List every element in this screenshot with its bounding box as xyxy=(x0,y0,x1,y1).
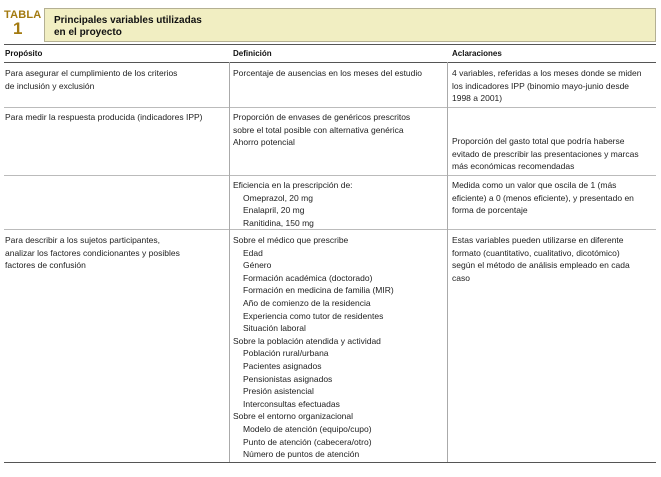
definition-subitem: Situación laboral xyxy=(243,323,306,334)
definition-item: Sobre la población atendida y actividad xyxy=(233,335,381,346)
row-divider-2 xyxy=(4,175,656,176)
definition-subitem: Interconsultas efectuadas xyxy=(243,398,340,409)
cell-line: formato (cuantitativo, cualitativo, dicotómico) xyxy=(452,247,620,258)
definition-subitem: Presión asistencial xyxy=(243,386,314,397)
definition-subitem: Experiencia como tutor de residentes xyxy=(243,310,384,321)
definition-subitem: Número de puntos de atención xyxy=(243,449,360,460)
definition-subitem: Modelo de atención (equipo/cupo) xyxy=(243,423,372,434)
table-title xyxy=(54,15,202,39)
definition-subitem: Pensionistas asignados xyxy=(243,373,333,384)
table-title-line-2: en el proyecto xyxy=(54,27,122,38)
column-divider-2 xyxy=(447,62,448,462)
definition-subitem: Género xyxy=(243,260,272,271)
cell-line: Medida como un valor que oscila de 1 (más xyxy=(452,180,617,190)
definition-subitem: Formación en medicina de familia (MIR) xyxy=(243,285,394,296)
definition-item: Sobre el médico que prescribe xyxy=(233,235,349,245)
cell-line: los indicadores IPP (binomio mayo-junio desde xyxy=(452,80,630,91)
cell-line: Estas variables pueden utilizarse en diferente xyxy=(452,235,624,245)
column-header-notes: Aclaraciones xyxy=(452,49,502,58)
definition-subitem: Año de comienzo de la residencia xyxy=(243,297,371,308)
cell-line: 4 variables, referidas a los meses donde se miden xyxy=(452,68,642,78)
header-rule xyxy=(4,62,656,63)
bottom-rule xyxy=(4,462,656,463)
column-divider-1 xyxy=(229,62,230,462)
notes-cell xyxy=(452,234,630,284)
cell-line: Proporción del gasto total que podría haberse xyxy=(452,136,625,146)
cell-line: según el método de análisis empleado en cada xyxy=(452,260,630,271)
definition-subitem: Enalapril, 20 mg xyxy=(243,205,305,216)
definition-item: Ahorro potencial xyxy=(233,137,295,148)
definition-cell xyxy=(233,234,394,461)
cell-line: eficiente) a 0 (menos eficiente), y presentado en xyxy=(452,192,634,203)
definition-subitem: Formación académica (doctorado) xyxy=(243,272,373,283)
notes-cell xyxy=(452,135,639,173)
purpose-cell xyxy=(5,234,180,272)
definition-cell xyxy=(233,67,422,80)
cell-line: Para medir la respuesta producida (indicadores IPP) xyxy=(5,112,203,122)
cell-line: forma de porcentaje xyxy=(452,205,528,216)
definition-subitem: Ranitidina, 150 mg xyxy=(243,217,314,228)
row-divider-1 xyxy=(4,107,656,108)
table-header xyxy=(0,0,661,40)
purpose-cell xyxy=(5,67,177,92)
table-label-word: TABLA xyxy=(4,9,42,21)
notes-cell xyxy=(452,67,641,105)
top-rule xyxy=(4,44,656,45)
cell-line: Para asegurar el cumplimiento de los criterios xyxy=(5,68,178,78)
table-title-line-1: Principales variables utilizadas xyxy=(54,15,202,26)
table-label-number: 1 xyxy=(13,19,23,38)
definition-subitem: Omeprazol, 20 mg xyxy=(243,192,313,203)
definition-item: sobre el total posible con alternativa genérica xyxy=(233,124,404,135)
definition-subitem: Pacientes asignados xyxy=(243,360,322,371)
cell-line: Para describir a los sujetos participantes, xyxy=(5,235,160,245)
definition-item: Proporción de envases de genéricos prescritos xyxy=(233,112,411,122)
notes-cell xyxy=(452,179,634,217)
cell-line: factores de confusión xyxy=(5,260,86,271)
table-title-box xyxy=(44,8,656,42)
cell-line: de inclusión y exclusión xyxy=(5,80,95,91)
definition-cell xyxy=(233,179,353,229)
definition-subitem: Edad xyxy=(243,247,263,258)
purpose-cell xyxy=(5,111,203,124)
cell-line: más económicas recomendadas xyxy=(452,161,575,172)
cell-line: caso xyxy=(452,272,470,283)
cell-line: 1998 a 2001) xyxy=(452,93,503,104)
definition-subitem: Punto de atención (cabecera/otro) xyxy=(243,436,372,447)
table-label xyxy=(0,0,42,40)
definition-item: Sobre el entorno organizacional xyxy=(233,411,354,422)
definition-item: Porcentaje de ausencias en los meses del estudio xyxy=(233,68,423,78)
column-header-definition: Definición xyxy=(233,49,272,58)
definition-cell xyxy=(233,111,410,149)
definition-item: Eficiencia en la prescripción de: xyxy=(233,180,353,190)
cell-line: analizar los factores condicionantes y posibles xyxy=(5,247,180,258)
definition-subitem: Población rural/urbana xyxy=(243,348,329,359)
cell-line: evitado de prescribir las presentaciones y marcas xyxy=(452,148,639,159)
column-header-purpose: Propósito xyxy=(5,49,43,58)
